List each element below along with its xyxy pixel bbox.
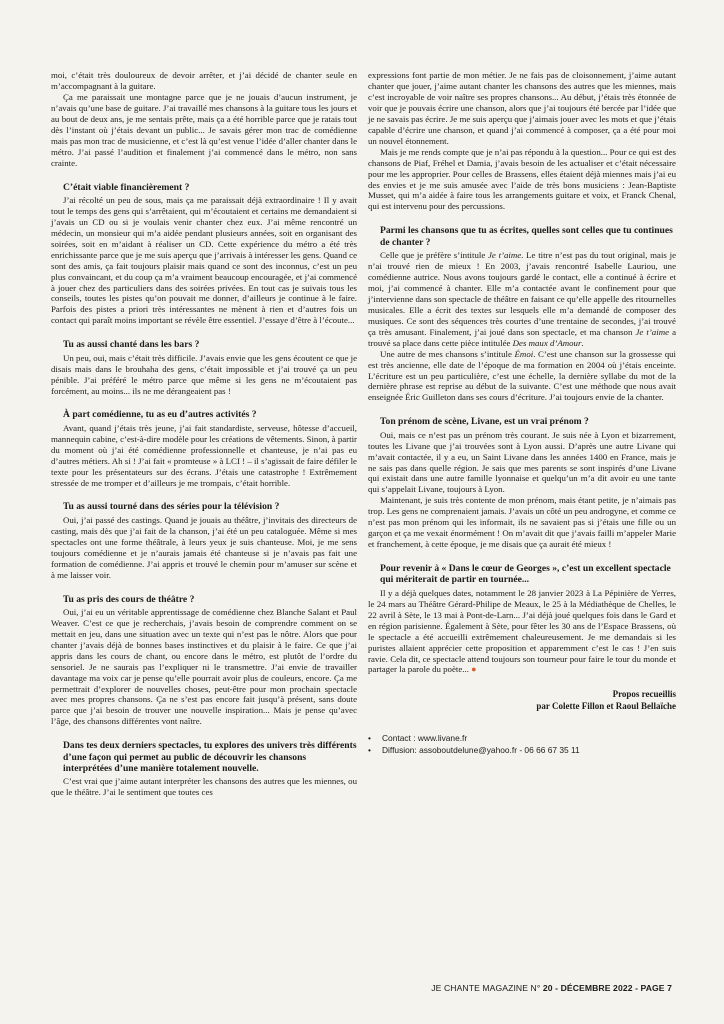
end-mark-icon: ● xyxy=(471,664,477,675)
text-run: Celle que je préfère s’intitule xyxy=(380,250,488,261)
bullet-icon: • xyxy=(368,744,371,755)
paragraph: moi, c’était très douloureux de devoir arrêter, et j’ai décidé de chanter seule en m’accompagnant à la guitare. xyxy=(51,70,357,91)
paragraph: Ça me paraissait une montagne parce que je ne jouais d’aucun instrument, je n’avais qu’une base de guitare. J’ai travaillé mes chansons à la guitare tous les jours et au bout de deux ans, je me sentais prête, mais ça a été horrible parce que je ratais tout dès l’instant où j’étais devant un public... Je savais gérer mon trac de comédienne mais pas mon trac de musicienne, et c’est là qu’est venue l’idée d’aller chanter dans le métro. J’ai passé l’audition et finalement j’ai commencé dans le métro, non sans crainte. xyxy=(51,91,357,168)
page-footer xyxy=(431,983,672,993)
paragraph xyxy=(368,588,676,676)
text-run: Il y a déjà quelques dates, notamment le 28 janvier 2023 à La Pépinière de Yerres, le 24 mars au Théâtre Gérard-Philipe de Meaux, le 25 à la Médiathèque de Chelles, le 22 avril à Sète, le 13 mai à Pont-de-Larn... J’ai déjà joué quelques fois dans le Gard et en région parisienne. Également à Sète, pour fêter les 30 ans de l’Espace Brassens, où le spectacle a été accueilli extrêmement chaleureusement. Je me demandais si les puristes allaient apprécier cette proposition et apparemment c’est le cas ! J’en suis ravie. Cela dit, ce spectacle attend toujours son tourneur pour faire le tour du monde et partager la parole du poète... xyxy=(368,587,676,675)
paragraph: Avant, quand j’étais très jeune, j’ai fait standardiste, serveuse, hôtesse d’accueil, mannequin cabine, c’est-à-dire modèle pour les créations de vêtements. Sinon, à partir du moment où j’ai été comédienne professionnelle et chanteuse, je n’ai pas eu d’autres métiers. Ah si ! J’ai fait « promteuse » à LCI ! – il s’agissait de faire défiler le texte pour les présentateurs sur des écrans. J’étais une catastrophe ! Extrêmement stressée de me tromper et d’ailleurs je me trompais, c’était horrible. xyxy=(51,422,357,488)
bullet-icon: • xyxy=(368,732,371,743)
magazine-name: JE CHANTE MAGAZINE N° xyxy=(431,983,543,993)
signature xyxy=(368,689,676,712)
contact-block xyxy=(368,733,676,757)
paragraph xyxy=(368,349,676,404)
paragraph: Oui, j’ai passé des castings. Quand je jouais au théâtre, j’invitais des directeurs de casting, mais dès que j’ai fait de la chanson, j’ai été un peu cataloguée. Même si mes spectacles ont une forme théâtrale, à leurs yeux je suis chanteuse. Moi, je me sens toujours comédienne et je n’aurais jamais été chanteuse si je n’avais pas fait une formation de comédienne. J’ai appris et trouvé le chemin pour m’amuser sur scène et à me laisser voir. xyxy=(51,514,357,580)
issue-date: DÉCEMBRE 2022 xyxy=(560,983,633,993)
question-heading: C’était viable financièrement ? xyxy=(63,181,190,193)
paragraph: Un peu, oui, mais c’était très difficile. J’avais envie que les gens écoutent ce que je disais mais dans le brouhaha des gens, c’était impossible et j’ai trouvé ça un peu pénible. J’ai préféré le métro parce que même si les gens ne m’écoutaient pas forcément, au moins... ils ne me dérangeaient pas ! xyxy=(51,352,357,396)
paragraph: Maintenant, je suis très contente de mon prénom, mais étant petite, je n’aimais pas trop. Les gens ne comprenaient jamais. J’avais un côté un peu androgyne, et comme ce n’est pas mon prénom qui les informait, ils ne savaient pas si j’étais une fille ou un garçon et ça me vexait énormément ! On m’avait dit que j’avais failli m’appeler Marie et franchement, à cette époque, je me disais que ça aurait été mieux ! xyxy=(368,495,676,550)
paragraph: Oui, j’ai eu un véritable apprentissage de comédienne chez Blanche Salant et Paul Weaver. C’est ce que je recherchais, j’avais besoin de comprendre comment on se mettait en jeu, dans une situation avec un texte qui n’est pas le nôtre. Alors que pour chanter j’avais déjà de bonnes bases instinctives et du plaisir à le faire. Ce que j’ai appris dans les cours de chant, ou encore dans le métro, est plutôt de l’ordre du sensoriel. Je ne saurais pas l’expliquer ni le transmettre. J’ai envie de travailler davantage ma voix car je pense qu’elle pourrait avoir plus de couleurs, encore. Ça me permettrait d’explorer de nouvelles choses, peut-être pour mon prochain spectacle avec mes propres chansons. Ça ne s’est pas encore fait jusqu’à présent, sans doute parce que j’ai besoin de trouver une nouvelle inspiration... Mais je pense qu’avec l’âge, des chansons différentes vont naître. xyxy=(51,606,357,727)
footer-separator: - xyxy=(632,983,641,993)
question-heading: Ton prénom de scène, Livane, est un vrai prénom ? xyxy=(380,416,589,428)
text-run: Une autre de mes chansons s’intitule xyxy=(380,348,515,359)
question-heading: Pour revenir à « Dans le cœur de Georges », c’est un excellent spectacle qui mériterait de partir en tournée... xyxy=(380,563,671,586)
paragraph: Mais je me rends compte que je n’ai pas répondu à la question... Pour ce qui est des chansons de Piaf, Fréhel et Damia, j’avais besoin de les actualiser et c’était nécessaire pour me les approprier. Pour celles de Brassens, elles étaient déjà miennes mais j’ai eu des envies et je me suis amusée avec l’aide de très bons musiciens : Jean-Baptiste Musset, qui m’a aidée à faire tous les arrangements guitare et voix, et Franck Chenal, qui est intervenu pour des percussions. xyxy=(368,146,676,212)
paragraph: Oui, mais ce n’est pas un prénom très courant. Je suis née à Lyon et bizarrement, toutes les Livane que j’ai trouvées sont à Lyon aussi. D’après une autre Livane qui m’avait contactée, il y a eu, un Saint Livane dans les années 1400 en France, mais je ne sais pas dans quelle région. Je sais que mes parents se sont inspirés d’une Livane qui existait dans une autre famille lyonnaise et quelqu’un m’a dit avoir eu une tante qui s’appelait Livane, toujours à Lyon. xyxy=(368,429,676,495)
page-number: PAGE 7 xyxy=(640,983,672,993)
contact-item xyxy=(368,733,676,745)
question-heading: À part comédienne, tu as eu d’autres activités ? xyxy=(63,409,257,421)
text-run: . xyxy=(581,337,584,348)
signature-line: par Colette Fillon et Raoul Bellaïche xyxy=(536,701,676,712)
paragraph: C’est vrai que j’aime autant interpréter les chansons des autres que les miennes, ou que le théâtre. J’ai le sentiment que toutes ces xyxy=(51,776,357,798)
paragraph: J’ai récolté un peu de sous, mais ça me paraissait déjà extraordinaire ! Il y avait tout le temps des gens qui s’arrêtaient, qui m’écoutaient et certains me demandaient si j’avais un CD ou si je voulais venir chanter chez eux. J’ai même rencontré un médecin, un monsieur qui m’a aidée pendant plusieurs années, soit en organisant des soirées, soit en m’aidant à réaliser un CD. Cette expérience du métro a été très enrichissante parce que je me suis aperçu que j’arrivais à intéresser les gens. Quand ce sont des amis, ça fait toujours plaisir mais quand ce sont des inconnus, c’est un peu plus convaincant, et du coup ça m’a vraiment beaucoup encouragée, et j’ai commencé à jouer chez des particuliers dans des soirées privées. En tout cas je suivais tous les conseils, toutes les pistes qu’on pouvait me donner, d’ailleurs je continue à le faire. Parfois des pistes a priori très intéressantes ne mènent à rien et d’autres fois un contact qui paraît moins important se révèle être essentiel. J’essaye d’être à l’écoute... xyxy=(51,194,357,326)
song-title: Je t’aime xyxy=(635,326,670,337)
question-heading: Dans tes deux derniers spectacles, tu explores des univers très différents d’une façon qui permet au public de découvrir les chansons interprétées d’une manière totalement nouvelle. xyxy=(63,740,357,774)
text-run: a trouvé sa place dans cette pièce intitulée xyxy=(368,326,677,348)
song-title: Émoi xyxy=(514,348,534,359)
diffusion-item xyxy=(368,745,676,757)
issue-number: 20 xyxy=(542,983,553,993)
text-run: . C’est une chanson sur la grossesse qui est très ancienne, elle date de l’époque de ma formation en 2004 où j’étais enceinte. L’écriture est un peu particulière, c’est une échelle, la dernière syllabe du mot de la dernière phrase est reprise au début de la suivante. C’est une méthode que nous avait enseignée Éric Guilleton dans ses cours d’écriture. J’ai toujours envie de la chanter. xyxy=(368,348,676,403)
question-heading: Tu as aussi tourné dans des séries pour la télévision ? xyxy=(63,501,280,513)
question-heading: Tu as pris des cours de théâtre ? xyxy=(63,593,195,605)
question-heading: Tu as aussi chanté dans les bars ? xyxy=(63,339,200,351)
play-title: Des maux d’Amour xyxy=(512,337,582,348)
text-run: . Le titre n’est pas du tout original, mais je n’ai trouvé rien de mieux ! En 2003, j’avais rencontré Isabelle Lauriou, une comédienne autrice. Nous avons toujours gardé le contact, elle a continué à écrire et moi, j’ai commencé à chanter. Elle m’a contactée avant le confinement pour que j’intervienne dans son spectacle de théâtre en faisant ce qu’elle appelle des ritournelles musicales. Elle a écrit des textes sur lesquels elle m’a demandé de composer des musiques. Ce sont des séquences très courtes d’une trentaine de secondes, j’ai trouvé ça très amusant. Finalement, j’ai joué dans son spectacle, et ma chanson xyxy=(368,250,676,337)
right-column xyxy=(368,70,676,756)
song-title: Je t’aime xyxy=(487,250,522,261)
signature-line: Propos recueillis xyxy=(612,689,676,700)
question-heading: Parmi les chansons que tu as écrites, quelles sont celles que tu continues de chanter ? xyxy=(380,225,673,248)
paragraph xyxy=(368,250,676,349)
diffusion-text: Diffusion: assoboutdelune@yahoo.fr - 06 66 67 35 11 xyxy=(382,744,580,755)
contact-text: Contact : www.livane.fr xyxy=(382,732,468,743)
left-column xyxy=(51,70,357,798)
paragraph: expressions font partie de mon métier. Je ne fais pas de cloisonnement, j’aime autant chanter que jouer, j’aime autant chanter les chansons des autres que les miennes, mais c’est incroyable de voir naître ses propres chansons... Au début, j’étais très étonnée de voir que je pouvais écrire une chanson, alors que j’ai toujours été bercée par l’idée que je ne savais pas écrire. Je me suis aperçu que j’aimais jouer avec les mots et que j’étais capable d’écrire une chanson, et quand j’ai commencé à composer, ça a été pour moi un nouvel étonnement. xyxy=(368,70,676,146)
footer-separator: - xyxy=(552,983,561,993)
